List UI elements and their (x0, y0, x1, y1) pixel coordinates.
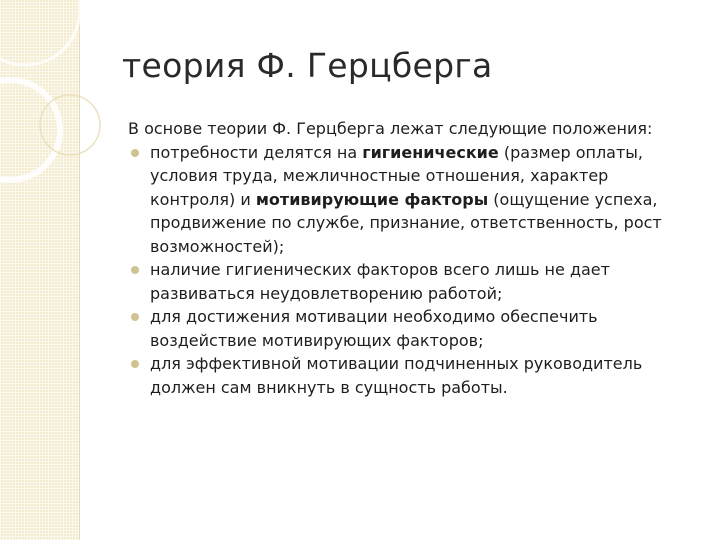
bullet-dot-icon (131, 360, 139, 368)
bullet-text: наличие гигиенических факторов всего лишь не дает развиваться неудовлетворению работой; (150, 260, 610, 303)
intro-text: В основе теории Ф. Герцберга лежат следующие положения: (128, 119, 653, 138)
bullet-item (128, 141, 698, 259)
bullet-item (128, 305, 698, 352)
bullet-text: (ощущение успеха, продвижение по службе, признание, ответственность, рост возможностей); (150, 189, 662, 256)
bullet-text: для эффективной мотивации подчиненных руководитель должен сам вникнуть в сущность работы. (150, 354, 643, 397)
bullet-text: для достижения мотивации необходимо обеспечить воздействие мотивирующих факторов; (150, 307, 598, 350)
bold-term-hygienic: гигиенические (362, 142, 499, 162)
bullet-dot-icon (131, 149, 139, 157)
slide-body (128, 117, 698, 399)
bullet-list (128, 141, 698, 400)
bullet-item (128, 352, 698, 399)
bullet-text: потребности делятся на (150, 142, 363, 162)
bullet-dot-icon (131, 313, 139, 321)
bullet-dot-icon (131, 266, 139, 274)
bold-term-motivating: мотивирующие факторы (255, 189, 489, 209)
bullet-item (128, 258, 698, 305)
decorative-side-strip (0, 0, 80, 540)
slide-title: теория Ф. Герцберга (122, 46, 493, 85)
bullet-text: (размер оплаты, условия труда, межличностные отношения, характер контроля) и (150, 142, 644, 209)
